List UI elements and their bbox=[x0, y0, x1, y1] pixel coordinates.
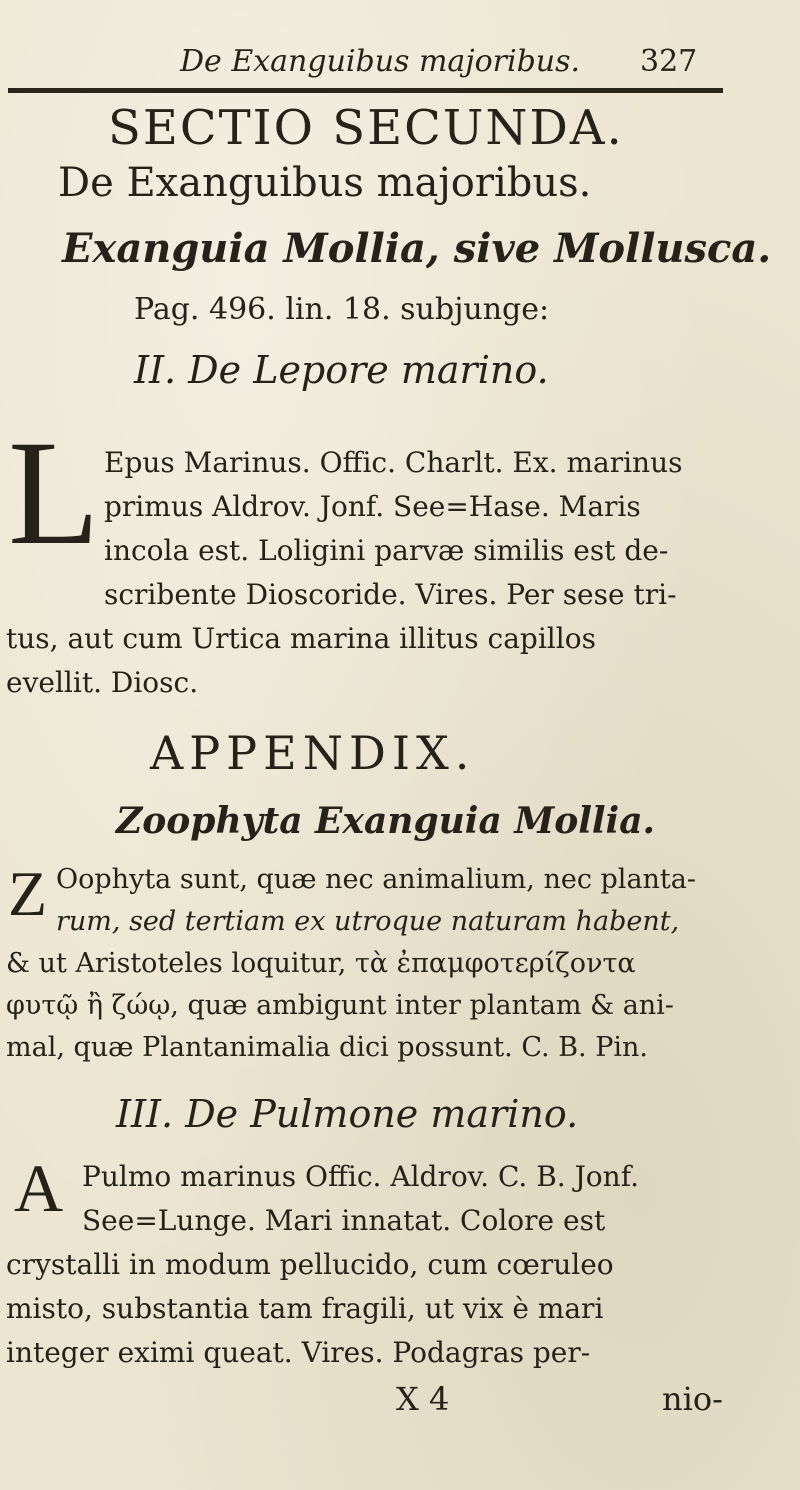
text-line: See=Lunge. Mari innatat. Colore est bbox=[82, 1204, 606, 1237]
page-number: 327 bbox=[640, 44, 698, 79]
text-line: tus, aut cum Urtica marina illitus capillos bbox=[6, 622, 596, 655]
section-title: SECTIO SECUNDA. bbox=[108, 100, 624, 156]
running-title: De Exanguibus majoribus. bbox=[180, 44, 581, 79]
text-line: rum, sed tertiam ex utroque naturam habent, bbox=[56, 906, 680, 937]
text-line: scribente Dioscoride. Vires. Per sese tri- bbox=[104, 578, 677, 611]
entry-heading-lepore: II. De Lepore marino. bbox=[134, 348, 549, 392]
text-line: misto, substantia tam fragili, ut vix è mari bbox=[6, 1292, 604, 1325]
signature-mark: X 4 bbox=[396, 1380, 450, 1418]
text-line: crystalli in modum pellucido, cum cœruleo bbox=[6, 1248, 614, 1281]
addition-note: Pag. 496. lin. 18. subjunge: bbox=[134, 292, 550, 327]
text-line: Pulmo marinus Offic. Aldrov. C. B. Jonf. bbox=[82, 1160, 639, 1193]
text-line: & ut Aristoteles loquitur, τὰ ἐπαμφοτερίζοντα bbox=[6, 948, 636, 979]
text-line: Epus Marinus. Offic. Charlt. Ex. marinus bbox=[104, 446, 683, 479]
dropcap-z: Z bbox=[8, 858, 48, 929]
subtitle-mollusca: Exanguia Mollia, sive Mollusca. bbox=[62, 225, 772, 272]
subtitle: De Exanguibus majoribus. bbox=[58, 160, 592, 206]
dropcap-l: L bbox=[8, 410, 100, 576]
text-line: mal, quæ Plantanimalia dici possunt. C. B. Pin. bbox=[6, 1032, 648, 1063]
text-line: incola est. Loligini parvæ similis est de- bbox=[104, 534, 669, 567]
entry-heading-pulmone: III. De Pulmone marino. bbox=[116, 1092, 579, 1136]
header-rule bbox=[8, 88, 723, 93]
text-line: Oophyta sunt, quæ nec animalium, nec planta- bbox=[56, 864, 696, 895]
dropcap-a: A bbox=[14, 1150, 64, 1226]
running-head bbox=[0, 40, 800, 90]
text-line: primus Aldrov. Jonf. See=Hase. Maris bbox=[104, 490, 641, 523]
text-line: φυτῷ ἢ ζώῳ, quæ ambigunt inter plantam & ani- bbox=[6, 990, 674, 1021]
text-line: integer eximi queat. Vires. Podagras per- bbox=[6, 1336, 591, 1369]
appendix-heading: APPENDIX. bbox=[150, 726, 476, 780]
catchword: nio- bbox=[662, 1380, 723, 1418]
text-line: evellit. Diosc. bbox=[6, 666, 199, 699]
appendix-subheading: Zoophyta Exanguia Mollia. bbox=[116, 800, 656, 842]
